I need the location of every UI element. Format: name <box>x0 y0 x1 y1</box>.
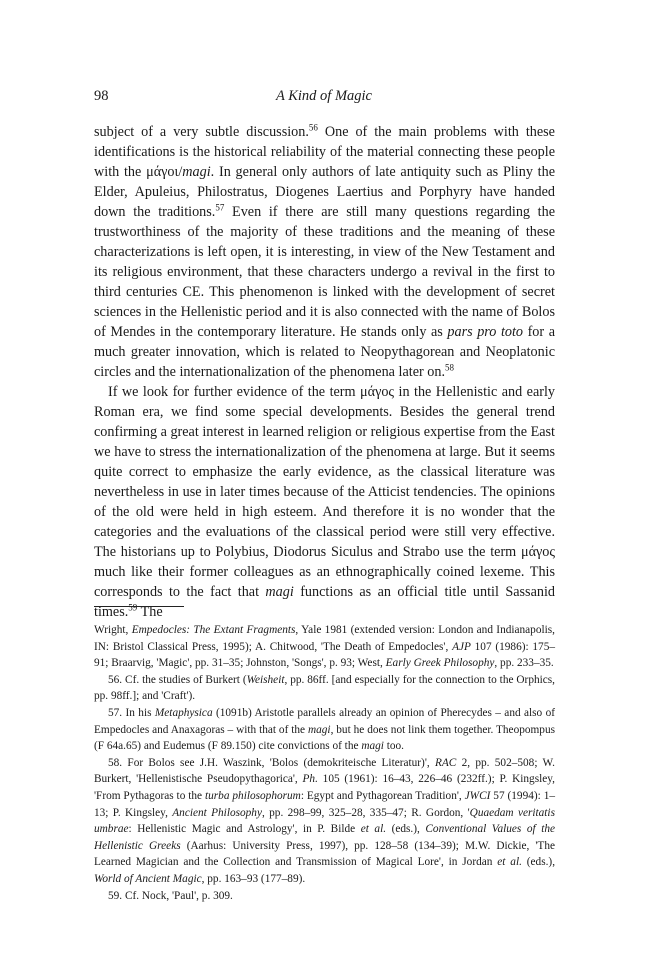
paragraph-1: subject of a very subtle discussion.$^{56}$ One of the main problems with these identifications is the historical reliability of the material connecting these people with the μάγοι/magi. In general only authors of late antiquity such as Pliny the Elder, Apuleius, Philostratus, Diogenes Laertius and Porphyry have handed down the traditions.$^{57}$ Even if there are still many questions regarding the trustworthiness of the majority of these traditions and the meaning of these characterizations is left open, it is interesting, in view of the New Testament and its religious environment, that these characters undergo a revival in the first to third centuries CE. This phenomenon is linked with the development of secret sciences in the Hellenistic period and it is also connected with the name of Bolos of Mendes in the contemporary literature. He stands only as pars pro toto for a much greater innovation, which is related to Neopythagorean and Neoplatonic circles and the internationalization of the phenomena later on.$^{58}$ <box>94 122 556 380</box>
greek-term: μάγος <box>520 544 555 560</box>
footnote-ref-56: 56 <box>308 122 318 133</box>
footnote-ref-58: 58 <box>445 362 455 373</box>
running-title: A Kind of Magic <box>276 88 372 104</box>
paragraph-2: If we look for further evidence of the term μάγος in the Hellenistic and early Roman era, we find some special developments. Besides the general trend confirming a great interest in learned religion or religious expertise from the East we have to stress the internationalization of the phenomena at large. But it seems quite correct to emphasize the early evidence, as the classical literature was nevertheless in use in later times because of the Atticist tendencies. The opinions of the old were held in high esteem. And therefore it is no wonder that the categories and the evaluations of the classical period were still very effective. The historians up to Polybius, Diodorus Siculus and Strabo use the term μάγος much like their former colleagues as an ethnographically coined lexeme. This corresponds to the fact that magi functions as an official title until Sassanid times.$^{59}$ The <box>94 384 556 620</box>
greek-term: μάγοι <box>146 164 179 180</box>
footnote-59: 59. Cf. Nock, 'Paul', p. 309. <box>108 889 233 902</box>
italic-term: magi <box>182 164 211 180</box>
page-number: 98 <box>94 88 109 104</box>
greek-term: μάγος <box>360 384 395 400</box>
page-header <box>94 88 554 108</box>
footnote-divider <box>94 606 184 607</box>
main-text <box>94 122 555 622</box>
footnote-57: 57. In his Metaphysica (1091b) Aristotle parallels already an opinion of Pherecydes – and also of Empedocles and Anaxagoras – with that of the magi, but he does not link them together. Theopompus (F 64a.65) and Eudemus (F 89.150) cite convictions of the magi too. <box>94 706 555 753</box>
footnote-continued: Wright, Empedocles: The Extant Fragments, Yale 1981 (extended version: London and Indianapolis, IN: Bristol Classical Press, 1995); A. Chitwood, 'The Death of Empedocles', AJP 107 (1986): 175–91; Braarvig, 'Magic', pp. 31–35; Johnston, 'Songs', p. 93; West, Early Greek Philosophy, pp. 233–35. <box>94 624 555 670</box>
footnote-ref-57: 57 <box>215 202 225 213</box>
italic-term: pars pro toto <box>447 324 524 340</box>
footnotes <box>94 622 555 904</box>
footnote-56: 56. Cf. the studies of Burkert (Weisheit, pp. 86ff. [and especially for the connection to the Orphics, pp. 98ff.]; and 'Craft'). <box>94 673 555 703</box>
italic-term: magi <box>265 584 294 600</box>
footnote-58: 58. For Bolos see J.H. Waszink, 'Bolos (demokriteische Literatur)', RAC 2, pp. 502–508; W. Burkert, 'Hellenistische Pseudopythagorica', Ph. 105 (1961): 16–43, 226–46 (232ff.); P. Kingsley, 'From Pythagoras to the turba philosophorum: Egypt and Pythagorean Tradition', JWCI 57 (1994): 1–13; P. Kingsley, Ancient Philosophy, pp. 298–99, 325–28, 335–47; R. Gordon, 'Quaedam veritatis umbrae: Hellenistic Magic and Astrology', in P. Bilde et al. (eds.), Conventional Values of the Hellenistic Greeks (Aarhus: University Press, 1997), pp. 128–58 (134–39); M.W. Dickie, 'The Learned Magician and the Collection and Transmission of Magical Lore', in Jordan et al. (eds.), World of Ancient Magic, pp. 163–93 (177–89). <box>94 756 556 885</box>
footnote-ref-59: 59 <box>128 602 138 613</box>
